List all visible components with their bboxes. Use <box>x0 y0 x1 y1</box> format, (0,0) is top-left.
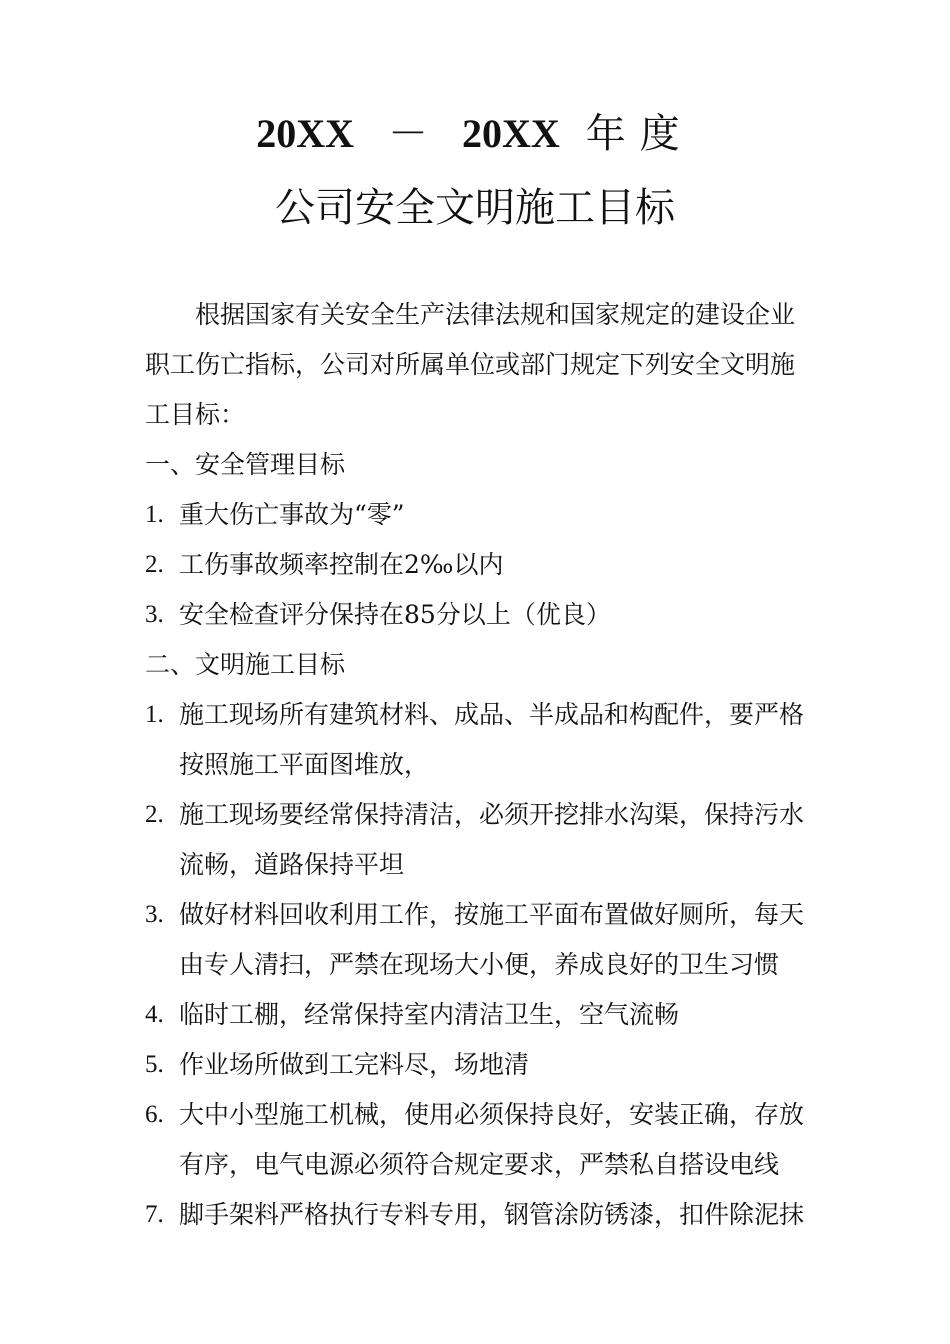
year-start: 20XX <box>256 111 354 156</box>
item-text: 施工现场要经常保持清洁，必须开挖排水沟渠，保持污水流畅，道路保持平坦 <box>179 800 805 879</box>
section-heading-safety: 一、安全管理目标 <box>145 450 346 479</box>
list-item <box>145 790 810 890</box>
list-item <box>145 540 810 590</box>
item-text: 安全检查评分保持在85分以上（优良） <box>179 600 611 629</box>
item-text: 作业场所做到工完料尽，场地清 <box>179 1050 530 1079</box>
year-end: 20XX <box>462 111 560 156</box>
item-number: 6. <box>145 1101 164 1128</box>
item-number: 3. <box>145 601 164 628</box>
year-dash: － <box>388 111 428 157</box>
item-number: 3. <box>145 901 164 928</box>
item-text: 工伤事故频率控制在2‰以内 <box>179 550 504 579</box>
document-body <box>145 290 810 1240</box>
list-item <box>145 1090 810 1190</box>
section-heading-civilized: 二、文明施工目标 <box>145 650 346 679</box>
item-text: 大中小型施工机械，使用必须保持良好，安装正确，存放有序，电气电源必须符合规定要求，严禁私自搭设电线 <box>179 1100 805 1179</box>
list-item <box>145 490 810 540</box>
year-heading <box>0 108 950 160</box>
year-suffix: 年度 <box>585 111 694 157</box>
item-number: 4. <box>145 1001 164 1028</box>
item-text: 做好材料回收利用工作，按施工平面布置做好厕所，每天由专人清扫，严禁在现场大小便，养成良好的卫生习惯 <box>179 900 805 979</box>
item-number: 2. <box>145 551 164 578</box>
list-item <box>145 990 810 1040</box>
list-item <box>145 890 810 990</box>
item-number: 7. <box>145 1201 164 1228</box>
list-item <box>145 590 810 640</box>
intro-paragraph: 根据国家有关安全生产法律法规和国家规定的建设企业职工伤亡指标，公司对所属单位或部门规定下列安全文明施工目标： <box>145 300 796 429</box>
item-number: 2. <box>145 801 164 828</box>
list-item <box>145 690 810 790</box>
list-item <box>145 1040 810 1090</box>
item-number: 5. <box>145 1051 164 1078</box>
item-text: 临时工棚，经常保持室内清洁卫生，空气流畅 <box>179 1000 680 1029</box>
item-text: 脚手架料严格执行专料专用，钢管涂防锈漆，扣件除泥抹 <box>179 1200 805 1229</box>
item-number: 1. <box>145 501 164 528</box>
document-title: 公司安全文明施工目标 <box>275 185 675 231</box>
item-number: 1. <box>145 701 164 728</box>
item-text: 重大伤亡事故为“零” <box>179 500 405 529</box>
item-text: 施工现场所有建筑材料、成品、半成品和构配件，要严格按照施工平面图堆放， <box>179 700 805 779</box>
list-item <box>145 1190 810 1240</box>
